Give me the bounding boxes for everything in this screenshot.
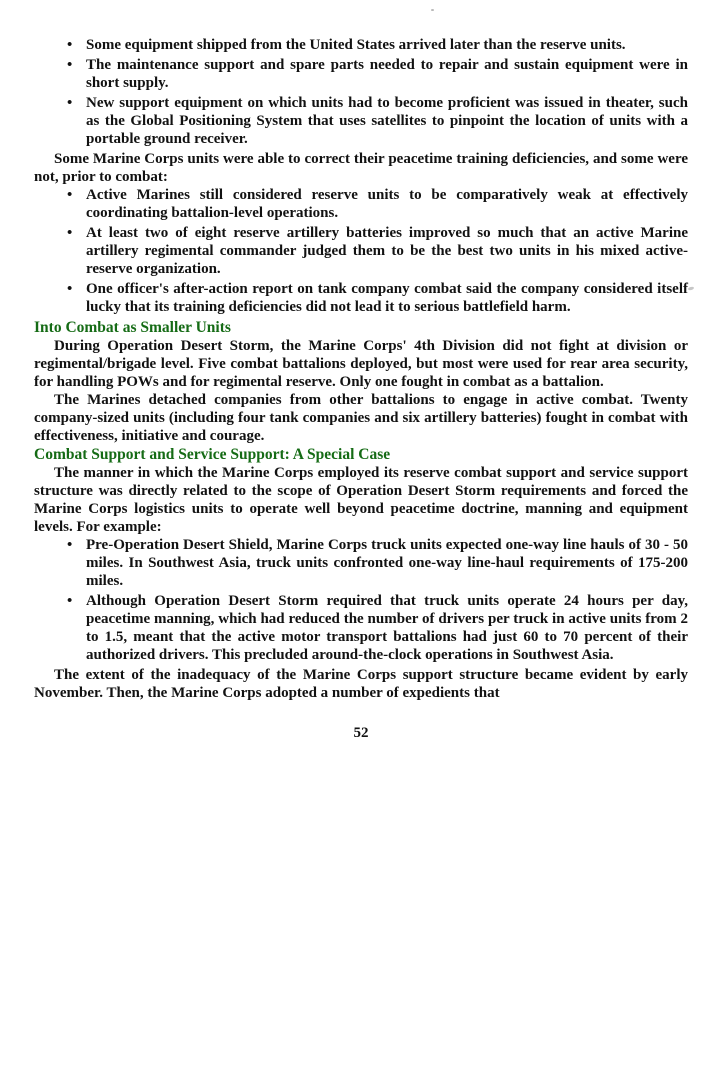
bullet-icon: • — [67, 225, 73, 241]
bullet-text: At least two of eight reserve artillery batteries improved so much that an active Marine artillery regimental commander judged them to be the best two units in his mixed active-reserve organization. — [86, 225, 688, 277]
bullet-text: New support equipment on which units had to become proficient was issued in theater, such as the Global Positioning System that uses satellites to pinpoint the location of units with a portable ground receiver. — [86, 95, 688, 147]
bullet-icon: • — [67, 37, 73, 53]
bullet-icon: • — [67, 537, 73, 553]
page-number: 52 — [353, 725, 369, 741]
bullet-text: Pre-Operation Desert Shield, Marine Corps truck units expected one-way line hauls of 30 - 50 miles. In Southwest Asia, truck units confronted one-way line-haul requirements of 175-200 miles. — [86, 537, 688, 589]
bullet-text: Although Operation Desert Storm required that truck units operate 24 hours per day, peacetime manning, which had reduced the number of drivers per truck in active units from 2 to 1.5, meant that the active motor transport battalions had just 60 to 70 percent of their authorized drivers. This precluded around-the-clock operations in Southwest Asia. — [86, 593, 688, 663]
bullet-icon: • — [67, 593, 73, 609]
scan-speck — [688, 286, 695, 290]
logistics-examples-bullet-list — [34, 536, 688, 664]
equipment-issues-bullet-list — [34, 36, 688, 148]
training-outcomes-bullet-list — [34, 186, 688, 316]
heading-into-combat: Into Combat as Smaller Units — [34, 319, 231, 336]
bullet-text: One officer's after-action report on tank company combat said the company considered itself lucky that its training deficiencies did not lead it to serious battlefield harm. — [86, 281, 688, 315]
bullet-item — [34, 224, 688, 278]
bullet-item — [34, 536, 688, 590]
bullet-item — [34, 592, 688, 664]
page-content — [34, 0, 688, 757]
bullet-item — [34, 280, 688, 316]
bullet-item — [34, 36, 688, 54]
bullet-text: Some equipment shipped from the United States arrived later than the reserve units. — [86, 37, 626, 53]
bullet-icon: • — [67, 281, 73, 297]
paragraph-desert-storm: During Operation Desert Storm, the Marine Corps' 4th Division did not fight at division or regimental/brigade level. Five combat battalions deployed, but most were used for rear area security, for handling POWs and for regimental reserve. Only one fought in combat as a battalion. — [34, 338, 688, 390]
bullet-icon: • — [67, 187, 73, 203]
bullet-text: The maintenance support and spare parts needed to repair and sustain equipment were in short supply. — [86, 57, 688, 91]
paragraph-support-structure: The manner in which the Marine Corps employed its reserve combat support and service support structure was directly related to the scope of Operation Desert Storm requirements and forced the Marine Corps logistics units to operate well beyond peacetime doctrine, manning and equipment levels. For example: — [34, 465, 688, 535]
heading-combat-support: Combat Support and Service Support: A Special Case — [34, 446, 391, 463]
paragraph-inadequacy-extent: The extent of the inadequacy of the Marine Corps support structure became evident by early November. Then, the Marine Corps adopted a number of expedients that — [34, 667, 688, 701]
bullet-item — [34, 186, 688, 222]
bullet-item — [34, 94, 688, 148]
bullet-item — [34, 56, 688, 92]
bullet-icon: • — [67, 95, 73, 111]
bullet-icon: • — [67, 57, 73, 73]
bullet-text: Active Marines still considered reserve units to be comparatively weak at effectively coordinating battalion-level operations. — [86, 187, 688, 221]
paragraph-detached-companies: The Marines detached companies from other battalions to engage in active combat. Twenty company-sized units (including four tank companies and six artillery batteries) fought in combat with effectiveness, initiative and courage. — [34, 392, 688, 444]
paragraph-training-deficiencies: Some Marine Corps units were able to correct their peacetime training deficiencies, and some were not, prior to combat: — [34, 151, 688, 185]
